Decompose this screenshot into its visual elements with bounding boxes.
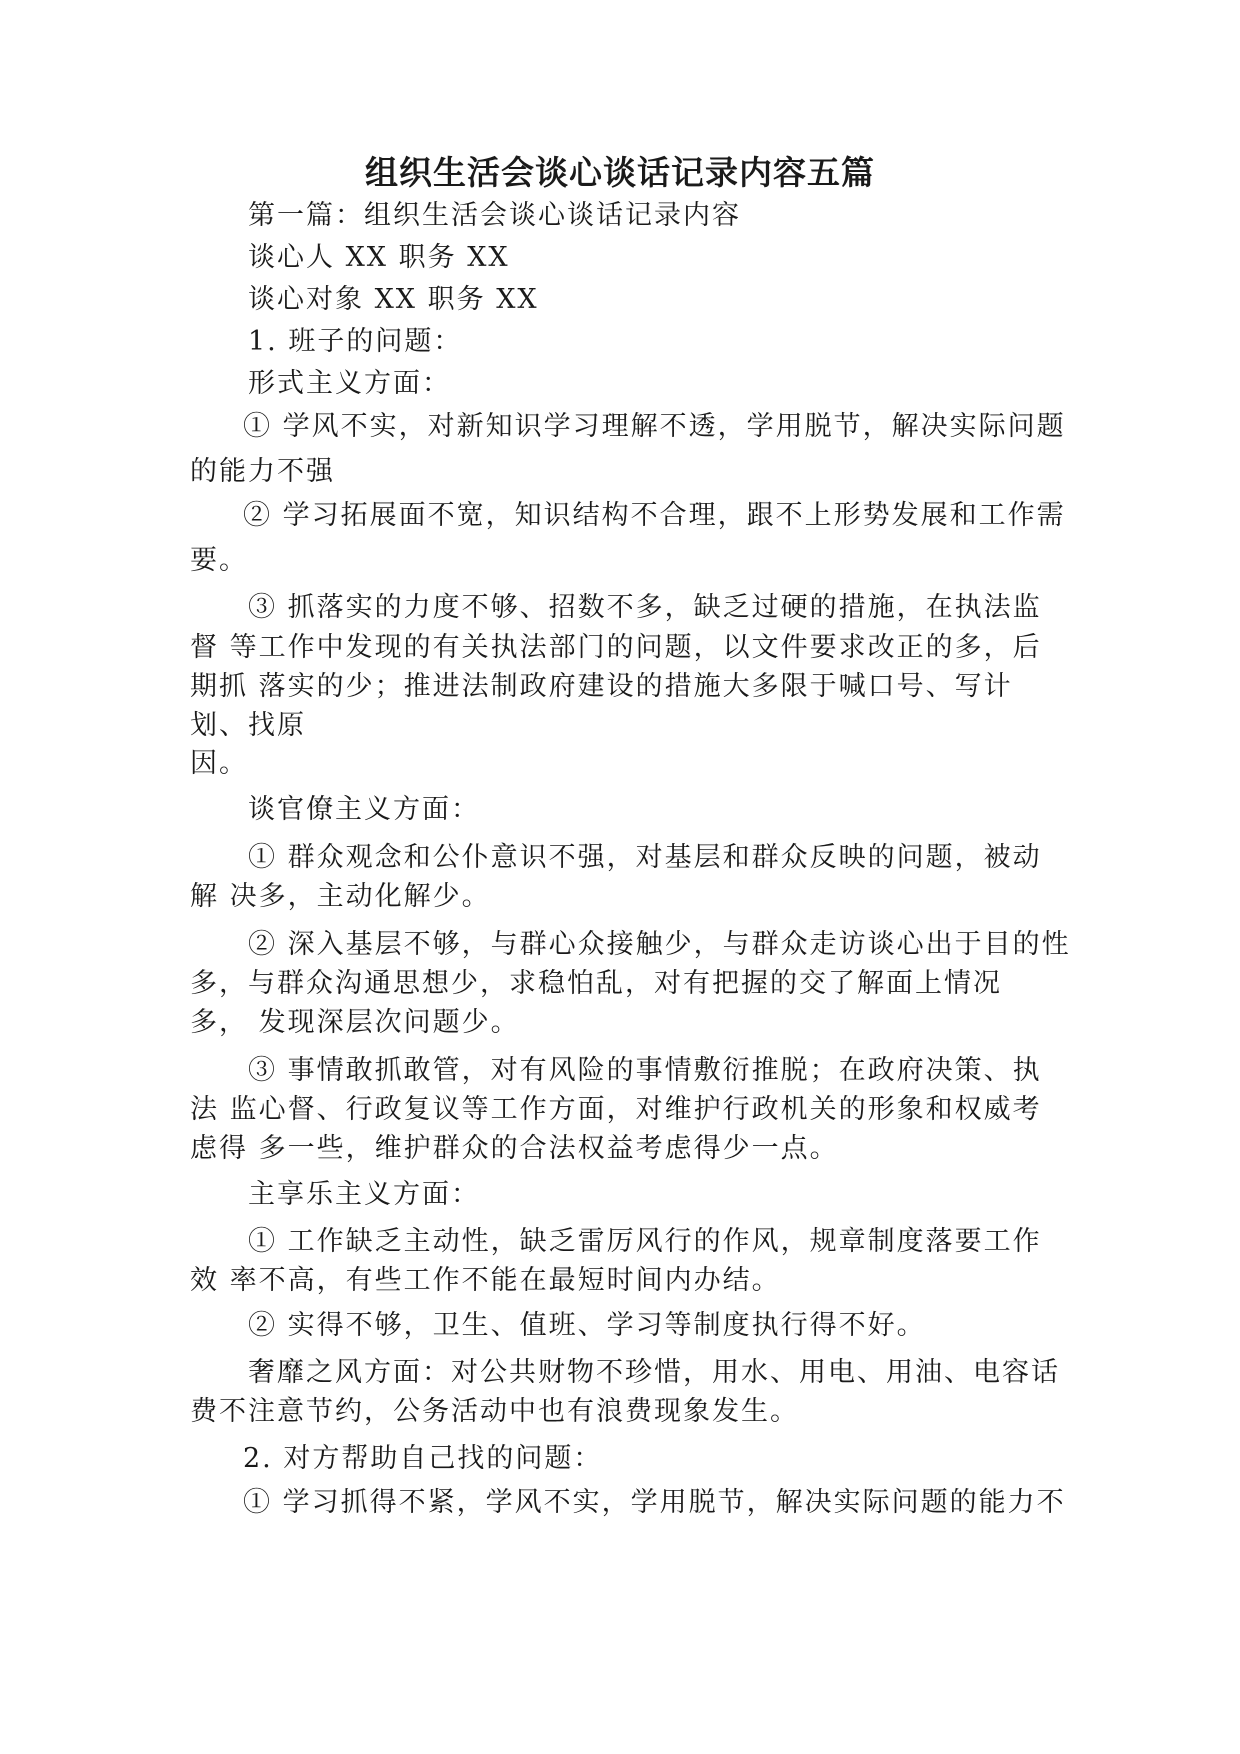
text-line: 多， 发现深层次问题少。 xyxy=(190,1007,520,1038)
text-line: 督 等工作中发现的有关执法部门的问题，以文件要求改正的多，后 xyxy=(190,632,1042,663)
document-title: 组织生活会谈心谈话记录内容五篇 xyxy=(365,153,875,192)
text-line: ② 学习拓展面不宽，知识结构不合理，跟不上形势发展和工作需 xyxy=(243,500,1066,531)
text-line: 划、找原 xyxy=(190,710,306,741)
section-heading: 第一篇：组织生活会谈心谈话记录内容 xyxy=(248,200,741,231)
text-line: 虑得 多一些，维护群众的合法权益考虑得少一点。 xyxy=(190,1133,839,1164)
text-line: 形式主义方面： xyxy=(248,368,451,399)
text-line: 奢靡之风方面：对公共财物不珍惜，用水、用电、用油、电容话 xyxy=(248,1357,1060,1388)
text-line: 费不注意节约，公务活动中也有浪费现象发生。 xyxy=(190,1396,799,1427)
text-line: 期抓 落实的少；推进法制政府建设的措施大多限于喊口号、写计 xyxy=(190,671,1013,702)
text-line: ① 群众观念和公仆意识不强，对基层和群众反映的问题，被动 xyxy=(248,842,1042,873)
text-line: ① 学习抓得不紧，学风不实，学用脱节，解决实际问题的能力不 xyxy=(243,1487,1066,1518)
text-line: 要。 xyxy=(190,545,248,576)
text-line: ② 深入基层不够，与群心众接触少，与群众走访谈心出于目的性 xyxy=(248,929,1071,960)
text-line: ① 学风不实，对新知识学习理解不透，学用脱节，解决实际问题 xyxy=(243,411,1066,442)
text-line: ② 实得不够，卫生、值班、学习等制度执行得不好。 xyxy=(248,1310,926,1341)
text-line: 谈心对象 XX 职务 XX xyxy=(248,284,539,315)
text-line: ① 工作缺乏主动性，缺乏雷厉风行的作风，规章制度落要工作 xyxy=(248,1226,1042,1257)
text-line: 因。 xyxy=(190,748,248,779)
text-line: 谈心人 XX 职务 XX xyxy=(248,242,510,273)
text-line: 多，与群众沟通思想少，求稳怕乱，对有把握的交了解面上情况 xyxy=(190,968,1002,999)
text-line: 效 率不高，有些工作不能在最短时间内办结。 xyxy=(190,1265,781,1296)
text-line: ③ 抓落实的力度不够、招数不多，缺乏过硬的措施，在执法监 xyxy=(248,592,1042,623)
text-line: 的能力不强 xyxy=(190,456,335,487)
text-line: 1. 班子的问题： xyxy=(248,326,463,357)
text-line: 解 决多，主动化解少。 xyxy=(190,881,491,912)
text-line: ③ 事情敢抓敢管，对有风险的事情敷衍推脱；在政府决策、执 xyxy=(248,1055,1042,1086)
text-line: 主享乐主义方面： xyxy=(248,1179,480,1210)
text-line: 法 监心督、行政复议等工作方面，对维护行政机关的形象和权威考 xyxy=(190,1094,1042,1125)
text-line: 2. 对方帮助自己找的问题： xyxy=(243,1443,603,1474)
text-line: 谈官僚主义方面： xyxy=(248,794,480,825)
